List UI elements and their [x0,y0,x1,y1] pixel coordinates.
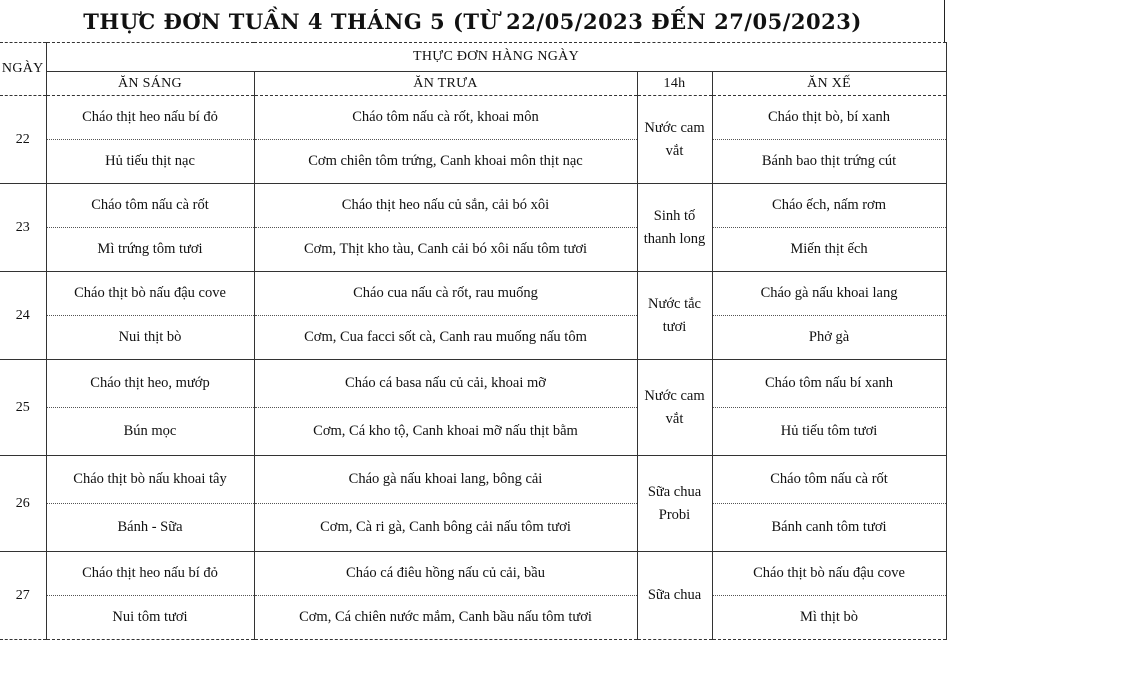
drink-line: Sữa chua [647,587,702,603]
table-row [0,140,946,184]
snack-cell: Cháo thịt bò nấu đậu cove [712,552,946,596]
title-right-border [944,0,945,42]
drink-line: vắt [665,142,684,159]
table-row [0,272,946,316]
drink-line: Nước cam [644,387,705,404]
breakfast-cell: Hủ tiếu thịt nạc [46,140,254,184]
lunch-cell: Cơm, Cua facci sốt cà, Canh rau muống nấu tôm [254,316,637,360]
breakfast-cell: Nui thịt bò [46,316,254,360]
breakfast-cell: Cháo thịt heo nấu bí đỏ [46,552,254,596]
snack-cell: Cháo tôm nấu bí xanh [712,360,946,408]
day-cell: 26 [0,456,46,552]
drink-line: Nước tắc [648,295,701,312]
table-row [0,96,946,140]
page-title: THỰC ĐƠN TUẦN 4 THÁNG 5 (TỪ 22/05/2023 ĐẾN 27/05/2023) [83,9,862,34]
table-row [0,228,946,272]
table-row [0,596,946,640]
drink-cell [637,96,712,184]
day-cell: 27 [0,552,46,640]
drink-line: vắt [665,410,684,427]
table-row [0,552,946,596]
breakfast-cell: Cháo thịt bò nấu đậu cove [46,272,254,316]
breakfast-cell: Cháo tôm nấu cà rốt [46,184,254,228]
snack-cell: Cháo tôm nấu cà rốt [712,456,946,504]
lunch-cell: Cháo cá basa nấu củ cải, khoai mỡ [254,360,637,408]
lunch-cell: Cơm, Thịt kho tàu, Canh cải bó xôi nấu tôm tươi [254,228,637,272]
header-snack: ĂN XẾ [712,72,946,96]
drink-line: Nước cam [644,119,705,136]
table-row [0,360,946,408]
snack-cell: Bánh bao thịt trứng cút [712,140,946,184]
breakfast-cell: Cháo thịt bò nấu khoai tây [46,456,254,504]
day-cell: 22 [0,96,46,184]
day-cell: 24 [0,272,46,360]
drink-cell [637,360,712,456]
weekly-menu-table [0,42,947,640]
drink-line: thanh long [643,230,706,247]
snack-cell: Cháo gà nấu khoai lang [712,272,946,316]
lunch-cell: Cháo cua nấu cà rốt, rau muống [254,272,637,316]
snack-cell: Miến thịt ếch [712,228,946,272]
header-daily-menu: THỰC ĐƠN HÀNG NGÀY [46,43,946,72]
snack-cell: Phở gà [712,316,946,360]
day-cell: 23 [0,184,46,272]
snack-cell: Bánh canh tôm tươi [712,504,946,552]
header-day: NGÀY [0,43,46,96]
breakfast-cell: Bánh - Sữa [46,504,254,552]
menu-body [0,96,946,640]
breakfast-cell: Cháo thịt heo, mướp [46,360,254,408]
lunch-cell: Cơm, Cá kho tộ, Canh khoai mỡ nấu thịt bằm [254,408,637,456]
table-row [0,316,946,360]
drink-line: tươi [662,318,687,335]
header-lunch: ĂN TRƯA [254,72,637,96]
lunch-cell: Cháo cá điêu hồng nấu củ cải, bầu [254,552,637,596]
lunch-cell: Cháo gà nấu khoai lang, bông cải [254,456,637,504]
snack-cell: Cháo ếch, nấm rơm [712,184,946,228]
table-row [0,408,946,456]
breakfast-cell: Cháo thịt heo nấu bí đỏ [46,96,254,140]
drink-cell [637,456,712,552]
table-row [0,184,946,228]
drink-cell [637,552,712,640]
snack-cell: Hủ tiếu tôm tươi [712,408,946,456]
drink-line: Probi [658,506,691,523]
table-row [0,504,946,552]
drink-line: Sinh tố [653,207,696,224]
lunch-cell: Cơm, Cá chiên nước mắm, Canh bầu nấu tôm tươi [254,596,637,640]
snack-cell: Cháo thịt bò, bí xanh [712,96,946,140]
snack-cell: Mì thịt bò [712,596,946,640]
lunch-cell: Cơm, Cà ri gà, Canh bông cải nấu tôm tươi [254,504,637,552]
lunch-cell: Cháo tôm nấu cà rốt, khoai môn [254,96,637,140]
drink-cell [637,184,712,272]
day-cell: 25 [0,360,46,456]
breakfast-cell: Mì trứng tôm tươi [46,228,254,272]
lunch-cell: Cơm chiên tôm trứng, Canh khoai môn thịt nạc [254,140,637,184]
table-row [0,456,946,504]
drink-cell [637,272,712,360]
breakfast-cell: Bún mọc [46,408,254,456]
breakfast-cell: Nui tôm tươi [46,596,254,640]
header-breakfast: ĂN SÁNG [46,72,254,96]
drink-line: Sữa chua [647,483,702,500]
lunch-cell: Cháo thịt heo nấu củ sắn, cải bó xôi [254,184,637,228]
header-afternoon: 14h [637,72,712,96]
